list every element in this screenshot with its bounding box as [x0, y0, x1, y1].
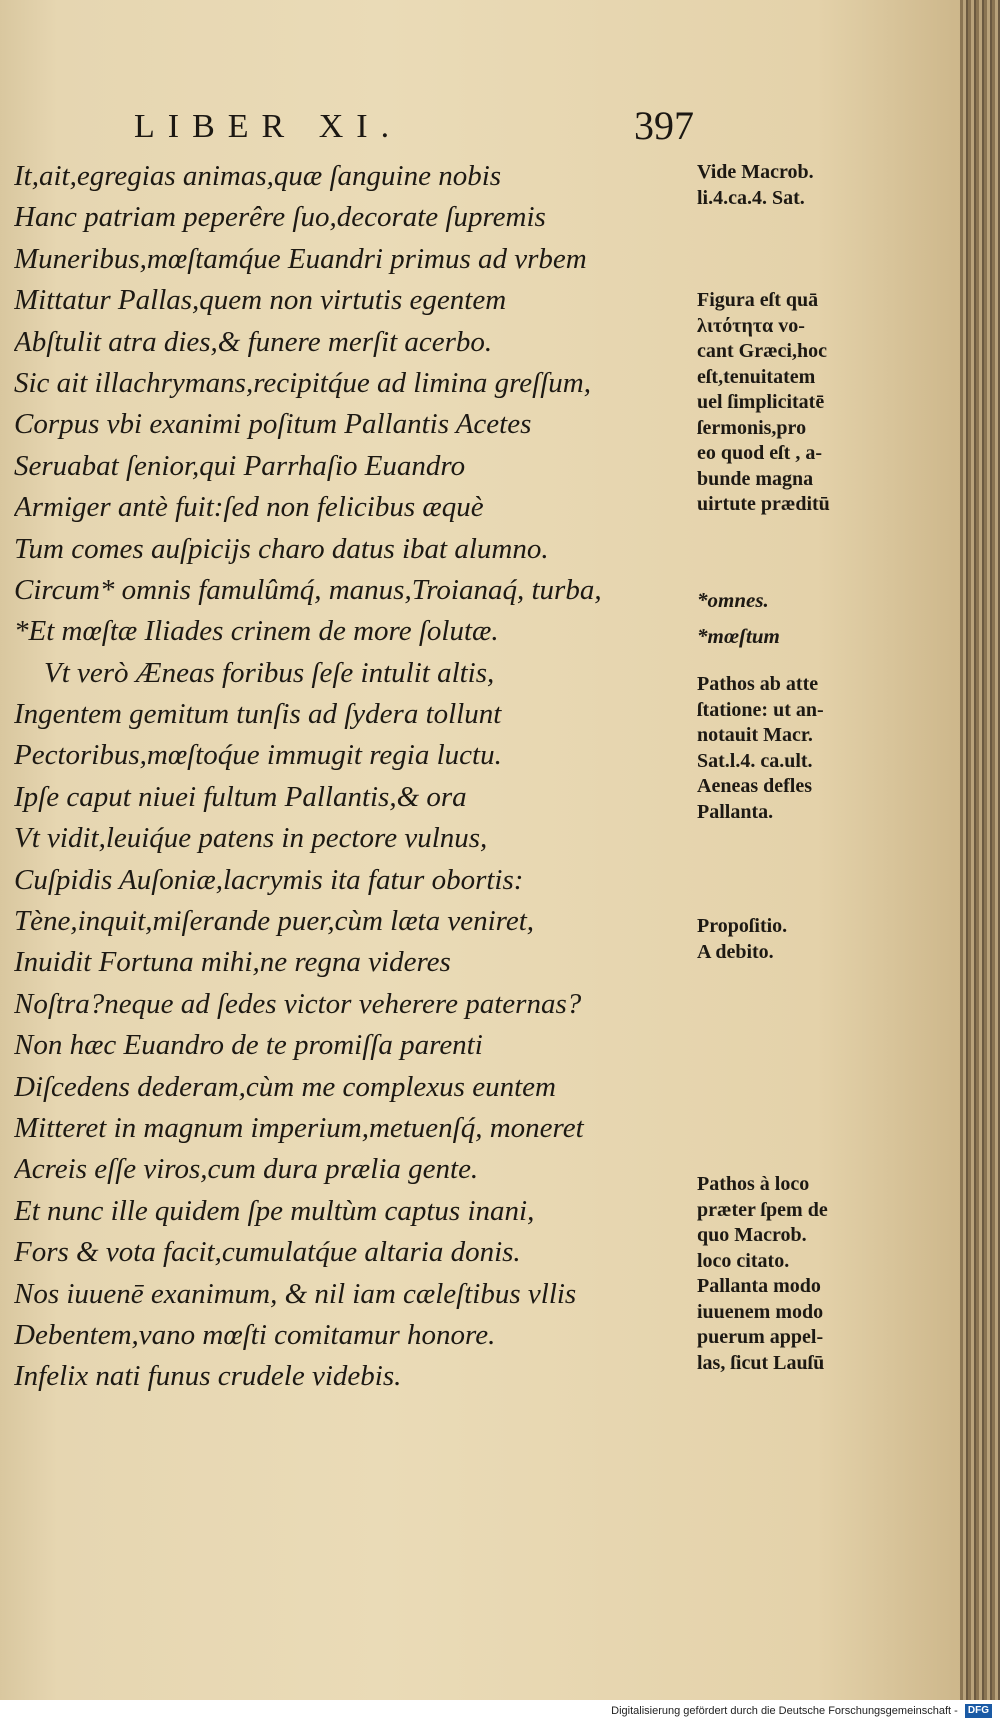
verse-line: Et nunc ille quidem ſpe multùm captus inani, [14, 1194, 535, 1227]
dfg-logo-icon: DFG [965, 1704, 992, 1718]
verse-line: Hanc patriam peperêre ſuo,decorate ſupremis [14, 201, 546, 234]
margin-note: Propoſitio. A debito. [697, 915, 788, 963]
verse-line: Non hæc Euandro de te promiſſa parenti [14, 1029, 483, 1062]
verse-line: Mittatur Pallas,quem non virtutis egentem [14, 284, 507, 317]
page-number: 397 [634, 103, 694, 148]
verse-line: Debentem,vano mœſti comitamur honore. [14, 1318, 496, 1351]
verse-line: Infelix nati funus crudele videbis. [14, 1360, 402, 1393]
verse-line: Muneribus,mœſtamq́ue Euandri primus ad vrbem [14, 242, 587, 275]
verse-line: Inuidit Fortuna mihi,ne regna videres [14, 946, 451, 979]
verse-line: Acreis eſſe viros,cum dura prælia gente. [14, 1153, 479, 1186]
verse-block [14, 156, 694, 1398]
verse-line: Mitteret in magnum imperium,metuenſq́, moneret [14, 1111, 584, 1144]
verse-line: Tène,inquit,miſerande puer,cùm læta veniret, [14, 905, 535, 938]
margin-note: *mœſtum [697, 624, 780, 648]
verse-line: Seruabat ſenior,qui Parrhaſio Euandro [14, 449, 466, 482]
verse-line: Fors & vota facit,cumulatq́ue altaria donis. [14, 1236, 521, 1269]
verse-line: Noſtra?neque ad ſedes victor veherere paternas? [14, 987, 582, 1020]
verse-line: Abſtulit atra dies,& funere merſit acerbo. [14, 325, 493, 358]
verse-line: Pectoribus,mœſtoq́ue immugit regia luctu. [14, 739, 502, 772]
margin-note: *omnes. [697, 588, 769, 612]
margin-note: Pathos à loco præter ſpem de quo Macrob. loco citato. Pallanta modo iuuenem modo puerum appel- las, ſicut Lauſū [697, 1173, 828, 1374]
verse-line: It,ait,egregias animas,quæ ſanguine nobis [14, 160, 502, 192]
running-title: LIBER XI. [134, 108, 403, 145]
verse-line: Tum comes auſpicijs charo datus ibat alumno. [14, 532, 549, 565]
verse-line: Vt vidit,leuiq́ue patens in pectore vulnus, [14, 822, 488, 855]
footer-text: Digitalisierung gefördert durch die Deutsche Forschungsgemeinschaft - [611, 1705, 958, 1717]
digitization-footer [0, 1700, 1000, 1722]
margin-note: Pathos ab atte ſtatione: ut an- notauit Macr. Sat.l.4. ca.ult. Aeneas defles Pallanta. [697, 673, 824, 823]
verse-line: Sic ait illachrymans,recipitq́ue ad limina greſſum, [14, 366, 591, 399]
verse-line: Cuſpidis Auſoniæ,lacrymis ita fatur obortis: [14, 863, 524, 896]
verse-line: Corpus vbi exanimi poſitum Pallantis Acetes [14, 408, 532, 441]
page-edge [960, 0, 1000, 1700]
verse-line: Nos iuuenē exanimum, & nil iam cæleſtibus vllis [14, 1277, 577, 1310]
margin-note: Figura eſt quā λιτότητα vo- cant Græci,hoc eſt,tenuitatem uel ſimplicitatē ſermonis,pro eo quod eſt , a- bunde magna uirtute præditū [697, 289, 830, 515]
verse-line: Ingentem gemitum tunſis ad ſydera tollunt [14, 698, 502, 731]
verse-line: Diſcedens dederam,cùm me complexus euntem [14, 1070, 556, 1103]
verse-line: Circum* omnis famulûmq́, manus,Troianaq́, turba, [14, 573, 602, 606]
verse-line: Vt verò Æneas foribus ſeſe intulit altis, [44, 656, 495, 689]
margin-note: Vide Macrob. li.4.ca.4. Sat. [697, 161, 814, 209]
verse-line: Ipſe caput niuei fultum Pallantis,& ora [14, 780, 467, 813]
running-head [134, 103, 694, 158]
verse-line: Armiger antè fuit:ſed non felicibus æquè [14, 491, 484, 524]
verse-line: *Et mœſtæ Iliades crinem de more ſolutæ. [14, 615, 499, 648]
